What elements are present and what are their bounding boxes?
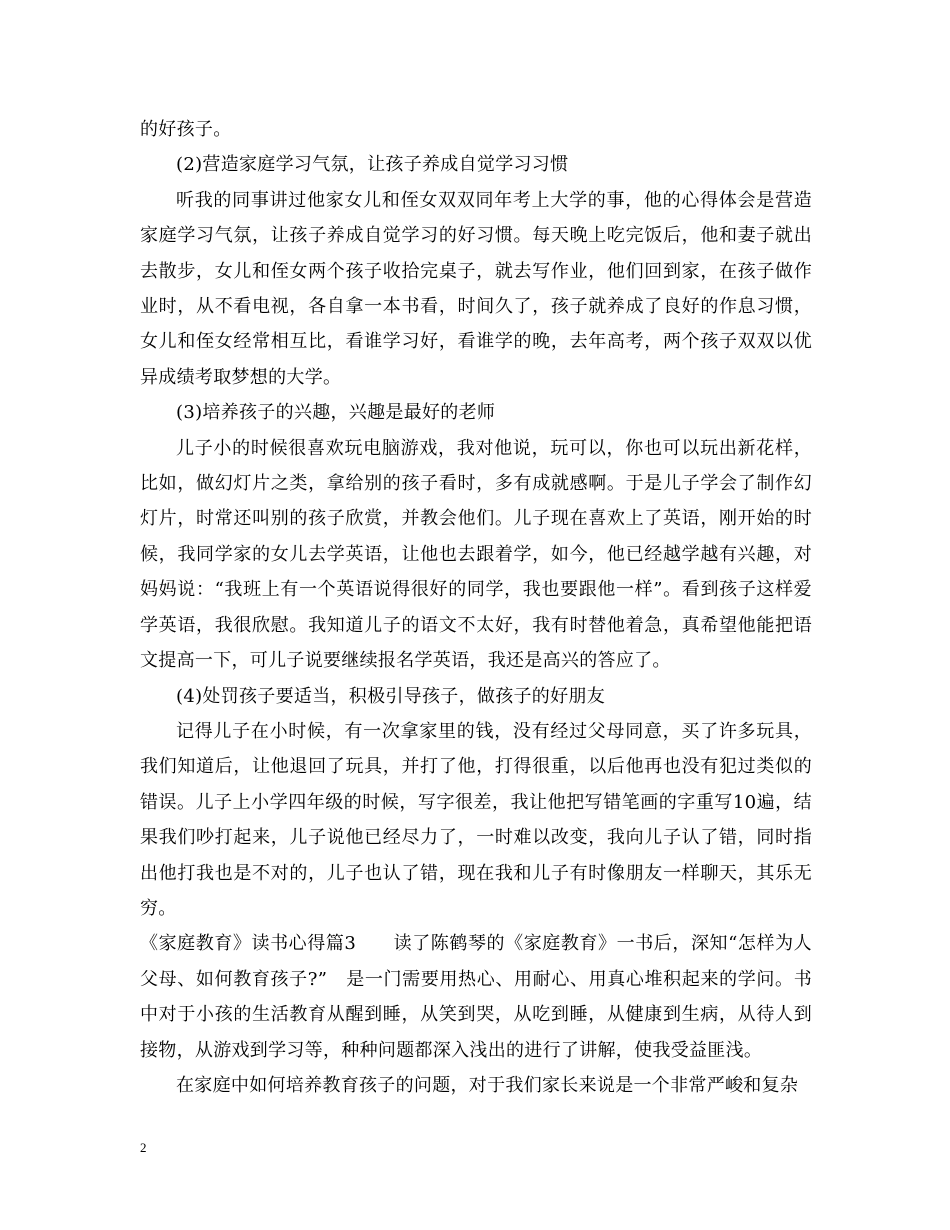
paragraph-punishment: 记得儿子在小时候，有一次拿家里的钱，没有经过父母同意，买了许多玩具，我们知道后，让他退回了玩具，并打了他，打得很重，以后他再也没有犯过类似的错误。儿子上小学四年级的时候，写字很差，我让他把写错笔画的字重写10遍，结果我们吵打起来，儿子说他已经尽力了，一时难以改变，我向儿子认了错，同时指出他打我也是不对的，儿子也认了错，现在我和儿子有时像朋友一样聊天，其乐无穷。 bbox=[140, 720, 812, 919]
paragraph-reading-notes-3: 《家庭教育》读书心得篇3 读了陈鹤琴的《家庭教育》一书后，深知“怎样为人父母、如何教育孩子?” 是一门需要用热心、用耐心、用真心堆积起来的学问。书中对于小孩的生活教育从醒到睡，从笑到哭，从吃到睡，从健康到生病，从待人到接物，从游戏到学习等，种种问题都深入浅出的进行了讲解，使我受益匪浅。 bbox=[140, 933, 812, 1061]
page-number: 2 bbox=[140, 1140, 147, 1155]
paragraph-family-education: 在家庭中如何培养教育孩子的问题，对于我们家长来说是一个非常严峻和复杂 bbox=[176, 1074, 799, 1096]
paragraph-interest: 儿子小的时候很喜欢玩电脑游戏，我对他说，玩可以，你也可以玩出新花样，比如，做幻灯片之类，拿给别的孩子看时，多有成就感啊。于是儿子学会了制作幻灯片，时常还叫别的孩子欣赏，并教会他们。儿子现在喜欢上了英语，刚开始的时候，我同学家的女儿去学英语，让他也去跟着学，如今，他已经越学越有兴趣，对妈妈说：“我班上有一个英语说得很好的同学，我也要跟他一样”。看到孩子这样爱学英语，我很欣慰。我知道儿子的语文不太好，我有时替他着急，真希望他能把语文提高一下，可儿子说要继续报名学英语，我还是高兴的答应了。 bbox=[140, 437, 812, 672]
paragraph-continuation: 的好孩子。 bbox=[140, 119, 232, 140]
section-heading-2: (2)营造家庭学习气氛，让孩子养成自觉学习习惯 bbox=[176, 154, 569, 176]
section-heading-3: (3)培养孩子的兴趣，兴趣是最好的老师 bbox=[176, 402, 496, 424]
body-text bbox=[140, 112, 812, 1103]
section-heading-4: (4)处罚孩子要适当，积极引导孩子，做孩子的好朋友 bbox=[176, 685, 605, 707]
paragraph-study-atmosphere: 听我的同事讲过他家女儿和侄女双双同年考上大学的事，他的心得体会是营造家庭学习气氛，让孩子养成自觉学习的好习惯。每天晚上吃完饭后，他和妻子就出去散步，女儿和侄女两个孩子收拾完桌子，就去写作业，他们回到家，在孩子做作业时，从不看电视，各自拿一本书看，时间久了，孩子就养成了良好的作息习惯，女儿和侄女经常相互比，看谁学习好，看谁学的晚，去年高考，两个孩子双双以优异成绩考取梦想的大学。 bbox=[140, 189, 812, 388]
